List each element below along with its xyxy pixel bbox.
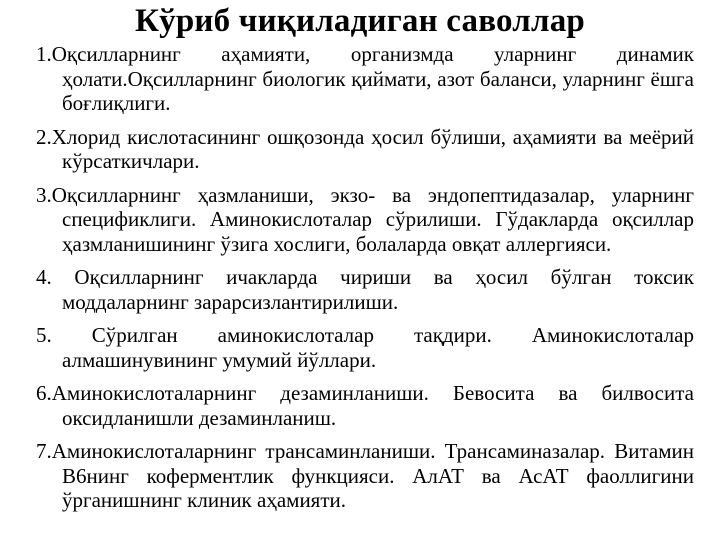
question-item-5: 5. Сўрилган аминокислоталар тақдири. Аминокислоталар алмашинувининг умумий йўллари. (36, 323, 694, 372)
question-item-7: 7.Аминокислоталарнинг трансаминланиши. Трансаминазалар. Витамин В6нинг коферментлик функцияси. АлАТ ва АсАТ фаоллигини ўрганишнинг клиник аҳамияти. (36, 439, 694, 512)
question-item-3: 3.Оқсилларнинг ҳазмланиши, экзо- ва эндопептидазалар, уларнинг спецификлиги. Аминокислоталар сўрилиши. Гўдакларда оқсиллар ҳазмланишининг ўзига хослиги, болаларда овқат аллергияси. (36, 182, 694, 256)
question-list (36, 42, 694, 522)
question-item-2: 2.Хлорид кислотасининг ошқозонда ҳосил бўлиши, аҳамияти ва меёрий кўрсаткичлари. (36, 124, 694, 173)
question-item-4: 4. Оқсилларнинг ичакларда чириши ва ҳосил бўлган токсик моддаларнинг зарарсизлантирилиши. (36, 265, 694, 314)
question-item-1: 1.Оқсилларнинг аҳамияти, организмда уларнинг динамик ҳолати.Оқсилларнинг биологик қиймати, азот баланси, уларнинг ёшга боғлиқлиги. (36, 42, 694, 115)
question-item-6: 6.Аминокислоталарнинг дезаминланиши. Бевосита ва билвосита оксидланишли дезаминланиш. (36, 381, 694, 430)
slide-title: Кўриб чиқиладиган саволлар (135, 3, 585, 39)
